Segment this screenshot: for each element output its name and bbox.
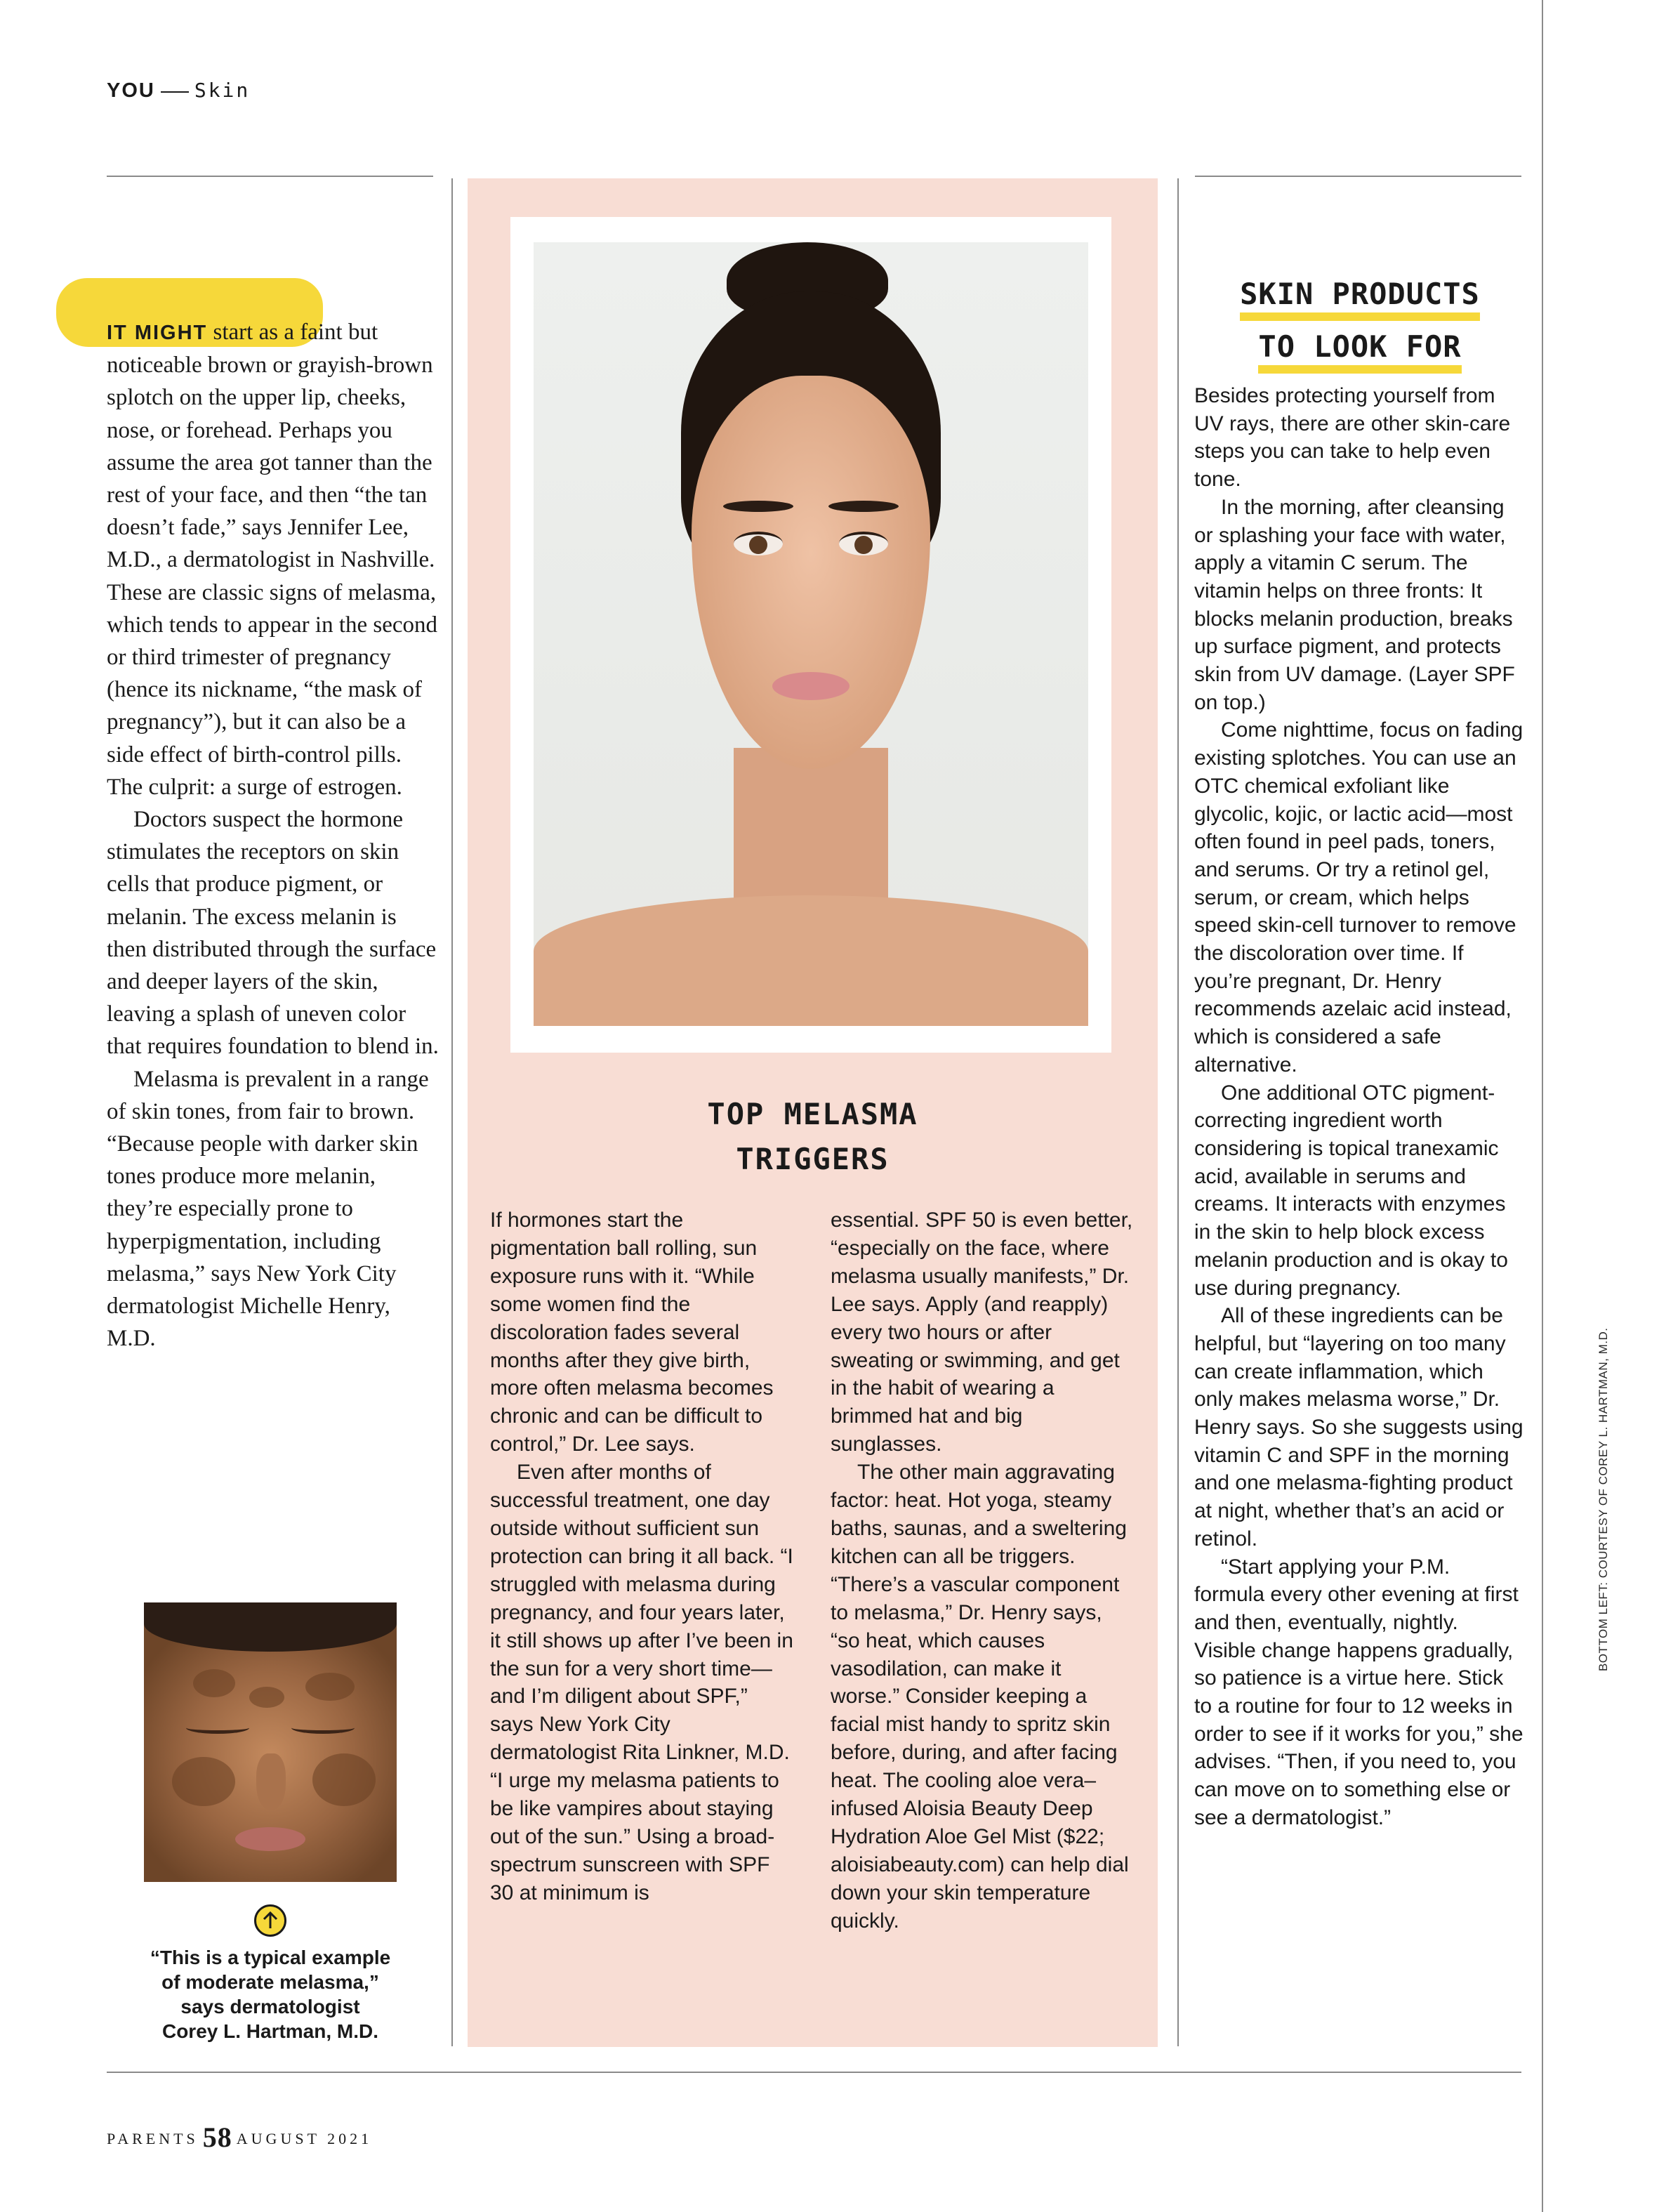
left-column-divider	[451, 178, 453, 2046]
sidebar-column-1	[490, 1206, 793, 1907]
article-paragraph: Doctors suspect the hormone stimulates the receptors on skin cells that produce pigment, or melanin. The excess melanin is then distributed through the surface and deeper layers of the skin, leaving a splash of uneven color that requires foundation to blend in.	[107, 807, 439, 1060]
section-label: YOU	[107, 79, 155, 102]
running-head	[107, 79, 250, 103]
arrow-up-icon	[254, 1904, 286, 1937]
products-paragraph: One additional OTC pigment-correcting ingredient worth considering is topical tranexamic acid, available in serums and creams. It interacts with enzymes in the skin to help block excess melanin production and is okay to use during pregnancy.	[1194, 1081, 1508, 1300]
page-number: 58	[202, 2121, 232, 2153]
sidebar-paragraph: Even after months of successful treatment, one day outside without sufficient sun protection can bring it all back. “I struggled with melasma during pregnancy, and four years later, it still shows up after I’ve been in the sun for a very short time—and I’m diligent about SPF,” says New York City dermatologist Rita Linkner, M.D. “I urge my melasma patients to be like vampires about staying out of the sun.” Using a broad-spectrum sunscreen with SPF 30 at minimum is	[490, 1461, 793, 1904]
right-column-top-rule	[1195, 176, 1521, 177]
caption-line: of moderate melasma,”	[161, 1971, 379, 1993]
magazine-name: PARENTS	[107, 2130, 199, 2147]
products-title-line: TO LOOK FOR	[1258, 329, 1461, 374]
products-paragraph: Come nighttime, focus on fading existing splotches. You can use an OTC chemical exfoliant like glycolic, kojic, or lactic acid—most often found in peel pads, toners, and serums. Or try a retinol gel, serum, or cream, which helps speed skin-cell turnover to remove the discoloration over time. If you’re pregnant, Dr. Henry recommends azelaic acid instead, which is considered a safe alternative.	[1194, 718, 1523, 1077]
article-paragraph-text: start as a faint but noticeable brown or grayish-brown splotch on the upper lip, cheeks, nose, or forehead. Perhaps you assume the area got tanner than the rest of your face, and then “the tan doesn’t fade,” says Jennifer Lee, M.D., a dermatologist in Nashville. These are classic signs of melasma, which tends to appear in the second or third trimester of pregnancy (hence its nickname, “the mask of pregnancy”), but it can also be a side effect of birth-control pills. The culprit: a surge of estrogen.	[107, 320, 438, 800]
main-article-body	[107, 316, 440, 1355]
header-dash	[161, 91, 189, 93]
photo-caption	[126, 1945, 414, 2043]
left-column-top-rule	[107, 176, 433, 177]
sidebar-title-line: TOP MELASMA	[707, 1097, 918, 1131]
right-column-divider	[1177, 178, 1179, 2046]
caption-line: Corey L. Hartman, M.D.	[161, 2020, 379, 2042]
products-article-body	[1194, 382, 1524, 1832]
products-section-title	[1195, 272, 1525, 378]
footer-rule	[107, 2072, 1521, 2073]
products-title-line: SKIN PRODUCTS	[1240, 276, 1480, 321]
caption-line: “This is a typical example	[150, 1947, 391, 1968]
topic-label: Skin	[194, 79, 251, 102]
sidebar-paragraph: The other main aggravating factor: heat. Hot yoga, steamy baths, saunas, and a sweltering kitchen can all be triggers. “There’s a vascular component to melasma,” Dr. Henry says, “so heat, which causes vasodilation, can make it worse.” Consider keeping a facial mist handy to spritz skin before, during, and after facing heat. The cooling aloe vera–infused Aloisia Beauty Deep Hydration Aloe Gel Mist ($22; aloisiabeauty.com) can help dial down your skin temperature quickly.	[831, 1461, 1129, 1933]
melasma-example-photo	[144, 1602, 397, 1882]
photo-credit: BOTTOM LEFT: COURTESY OF COREY L. HARTMAN, M.D.	[1597, 1327, 1610, 1671]
sidebar-title-line: TRIGGERS	[736, 1142, 890, 1176]
products-paragraph: All of these ingredients can be helpful, but “layering on too many can create inflammation, which only makes melasma worse,” Dr. Henry says. So she suggests using vitamin C and SPF in the morning and one melasma-fighting product at night, whether that’s an acid or retinol.	[1194, 1304, 1523, 1551]
article-paragraph: Melasma is prevalent in a range of skin tones, from fair to brown. “Because people with darker skin tones produce more melanin, they’re especially prone to hyperpigmentation, including melasma,” says New York City dermatologist Michelle Henry, M.D.	[107, 1066, 429, 1352]
issue-date: AUGUST 2021	[236, 2130, 373, 2147]
caption-line: says dermatologist	[180, 1996, 360, 2017]
sidebar-title	[468, 1092, 1158, 1182]
page-folio	[107, 2121, 372, 2154]
sidebar-paragraph: essential. SPF 50 is even better, “especially on the face, where melasma usually manifests,” Dr. Lee says. Apply (and reapply) every two hours or after sweating or swimming, and get in the habit of wearing a brimmed hat and big sunglasses.	[831, 1209, 1133, 1456]
woman-portrait-photo	[534, 242, 1088, 1026]
products-paragraph: “Start applying your P.M. formula every other evening at first and then, eventually, nightly. Visible change happens gradually, so patience is a virtue here. Stick to a routine for four to 12 weeks in order to see if it works for you,” she advises. “Then, if you need to, you can move on to something else or see a dermatologist.”	[1194, 1555, 1523, 1829]
lead-in-text: IT MIGHT	[107, 322, 208, 344]
article-paragraph	[107, 316, 440, 803]
sidebar-paragraph: If hormones start the pigmentation ball rolling, sun exposure runs with it. “While some women find the discoloration fades several months after they give birth, more often melasma becomes chronic and can be difficult to control,” Dr. Lee says.	[490, 1209, 774, 1456]
products-paragraph: Besides protecting yourself from UV rays, there are other skin-care steps you can take to help even tone.	[1194, 384, 1511, 492]
page-edge-rule	[1542, 0, 1543, 2212]
sidebar-column-2	[831, 1206, 1134, 1935]
products-paragraph: In the morning, after cleansing or splashing your face with water, apply a vitamin C serum. The vitamin helps on three fronts: It blocks melanin production, breaks up surface pigment, and protects skin from UV damage. (Layer SPF on top.)	[1194, 495, 1515, 714]
